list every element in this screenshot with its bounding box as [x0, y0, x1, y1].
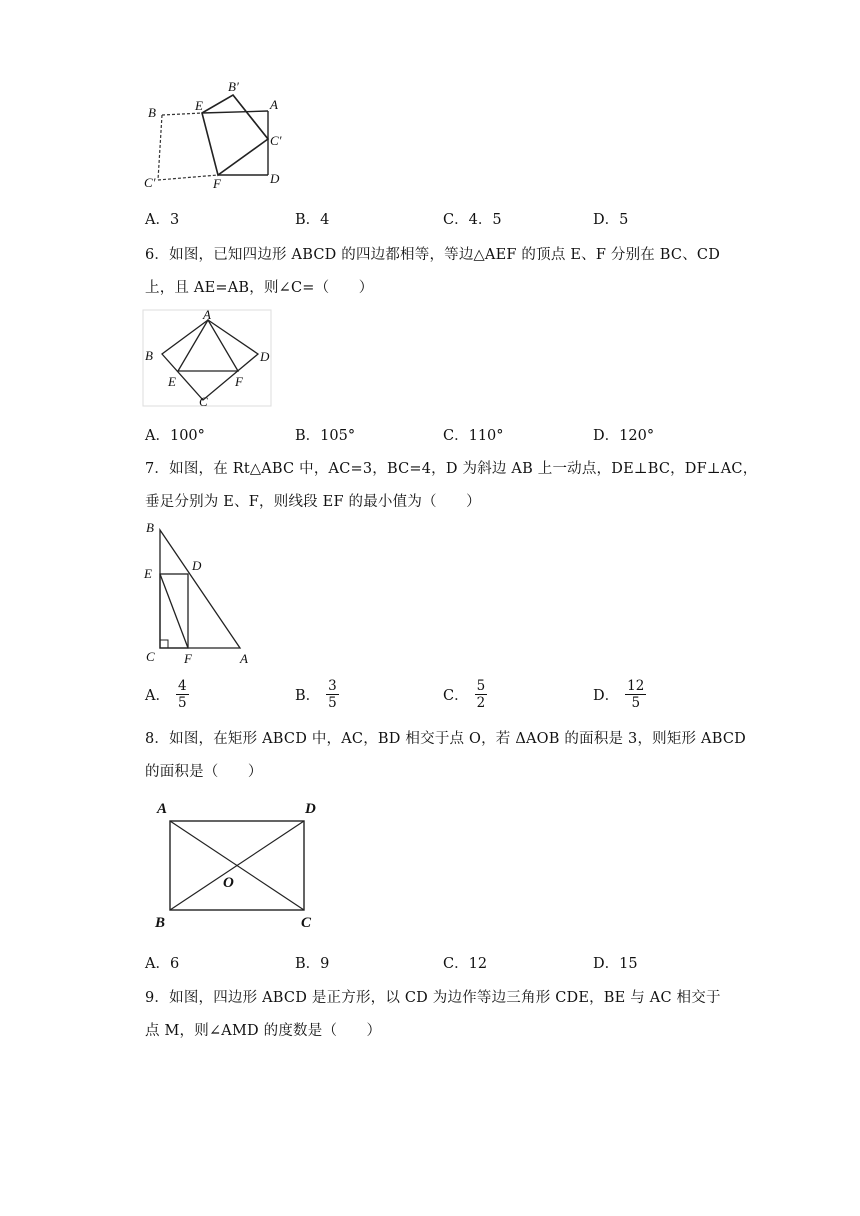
q7-figure: [140, 518, 260, 666]
q5-label-D: D: [270, 171, 280, 186]
q5-label-B: B: [148, 105, 156, 120]
q7-triangle-abc: [160, 530, 240, 648]
q8-choices: [145, 952, 745, 974]
q8-choice-a[interactable]: A．6: [145, 956, 180, 972]
fraction: $\frac{4}{5}$: [177, 678, 187, 711]
q8-figure: [145, 795, 335, 935]
q5-choices: [145, 208, 745, 230]
q5-choice-c[interactable]: C．4．5: [443, 212, 502, 228]
q7-label-B: B: [146, 520, 154, 535]
q6-choice-c[interactable]: C．110°: [443, 428, 504, 444]
q7-choices: [145, 678, 745, 718]
q6-label-A: A: [203, 308, 211, 322]
q8-choice-c[interactable]: C．12: [443, 956, 488, 972]
q5-label-C: C′: [144, 175, 156, 190]
q5-label-A: A: [270, 97, 278, 112]
q6-choice-d[interactable]: D．120°: [593, 428, 655, 444]
q6-rhombus: [162, 320, 258, 400]
q5-choice-b[interactable]: B．4: [295, 212, 330, 228]
q7-choice-c[interactable]: C． $\frac{5}{2}$: [443, 678, 486, 711]
q7-choice-d[interactable]: D． $\frac{12}{5}$: [593, 678, 645, 711]
q8-choice-b[interactable]: B．9: [295, 956, 330, 972]
q7-label-A: A: [240, 651, 248, 666]
q6-label-D: D: [260, 349, 270, 364]
q6-figure: [140, 308, 275, 410]
q8-choice-d[interactable]: D．15: [593, 956, 638, 972]
q5-label-Cp: C′: [270, 133, 282, 148]
q8-label-C: C: [301, 915, 312, 931]
q5-folded-quad: [202, 95, 268, 175]
q5-label-E: E: [195, 98, 203, 113]
q8-label-A: A: [157, 801, 168, 817]
q6-choice-a[interactable]: A．100°: [145, 428, 205, 444]
q9-text-line2: 点 M，则∠AMD 的度数是（ ）: [145, 1023, 382, 1039]
q5-choice-a[interactable]: A．3: [145, 212, 180, 228]
q6-label-E: E: [168, 374, 176, 389]
q7-label-C: C: [146, 649, 155, 664]
q6-label-F: F: [235, 374, 243, 389]
q6-choices: [145, 424, 745, 446]
q6-triangle-aef: [178, 320, 238, 371]
q8-label-B: B: [155, 915, 166, 931]
fraction: $\frac{5}{2}$: [476, 678, 486, 711]
q8-label-D: D: [305, 801, 316, 817]
fraction: $\frac{12}{5}$: [627, 678, 645, 711]
q6-label-C: C: [199, 394, 208, 409]
q6-choice-b[interactable]: B．105°: [295, 428, 356, 444]
q7-segment-ef: [160, 574, 188, 648]
q5-dashed-left: [158, 115, 162, 180]
q5-figure: [140, 75, 300, 195]
q7-label-E: E: [144, 566, 152, 581]
q9-text-line1: 9．如图，四边形 ABCD 是正方形，以 CD 为边作等边三角形 CDE，BE 与 AC 相交于: [145, 990, 721, 1006]
q7-text-line2: 垂足分别为 E、F，则线段 EF 的最小值为（ ）: [145, 494, 481, 510]
q7-label-F: F: [184, 651, 192, 666]
q8-text-line2: 的面积是（ ）: [145, 764, 263, 780]
q6-text-line2: 上，且 AE=AB，则∠C=（ ）: [145, 280, 374, 296]
q7-text-line1: 7．如图，在 Rt△ABC 中，AC=3，BC=4，D 为斜边 AB 上一动点，DE⊥BC，DF⊥AC，: [145, 461, 758, 477]
q8-text-line1: 8．如图，在矩形 ABCD 中，AC，BD 相交于点 O，若 ΔAOB 的面积是 3，则矩形 ABCD: [145, 731, 746, 747]
q7-label-D: D: [192, 558, 202, 573]
q8-label-O: O: [223, 875, 234, 891]
q6-label-B: B: [145, 348, 153, 363]
q7-choice-a[interactable]: A． $\frac{4}{5}$: [145, 678, 187, 711]
q6-text-line1: 6．如图，已知四边形 ABCD 的四边都相等，等边△AEF 的顶点 E、F 分别在 BC、CD: [145, 247, 721, 263]
q5-dashed-bottom: [158, 175, 218, 180]
q5-label-F: F: [213, 176, 221, 191]
q5-label-Bp: B′: [228, 79, 239, 94]
q5-choice-d[interactable]: D．5: [593, 212, 629, 228]
fraction: $\frac{3}{5}$: [328, 678, 337, 711]
q7-choice-b[interactable]: B． $\frac{3}{5}$: [295, 678, 337, 711]
q7-right-angle-mark: [160, 640, 168, 648]
q5-dashed-top: [162, 113, 202, 115]
